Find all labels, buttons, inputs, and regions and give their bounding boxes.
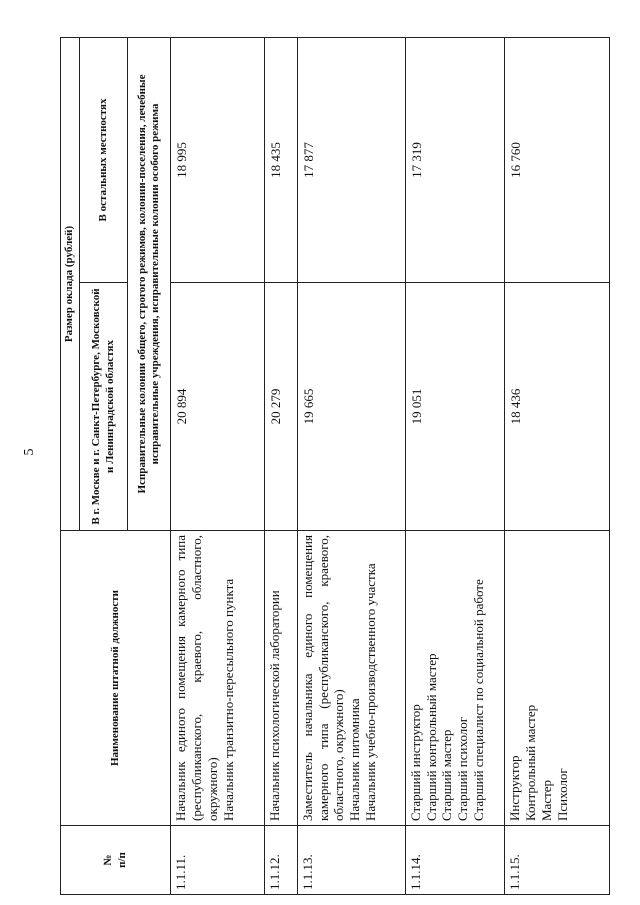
table-row	[505, 37, 610, 894]
position-name: Старший контрольный мастер	[423, 653, 439, 821]
table-row	[297, 37, 405, 894]
row-number: 1.1.15.	[505, 826, 610, 895]
row-number: 1.1.13.	[297, 826, 405, 895]
header-num-line2: п/п	[115, 852, 128, 868]
salary-moscow: 19 051	[405, 283, 505, 531]
position-names	[265, 531, 297, 826]
position-name: Психолог	[554, 768, 570, 821]
salary-moscow: 19 665	[297, 283, 405, 531]
table-body	[171, 37, 610, 894]
table-row	[171, 37, 265, 894]
position-names	[405, 531, 505, 826]
header-num-line1: №	[102, 854, 115, 866]
salary-moscow: 20 894	[171, 283, 265, 531]
salary-other: 17 319	[405, 37, 505, 282]
position-names	[505, 531, 610, 826]
position-names	[297, 531, 405, 826]
header-salary-size: Размер оклада (рублей)	[61, 37, 80, 530]
row-number: 1.1.14.	[405, 826, 505, 895]
page-number: 5	[22, 448, 37, 456]
position-name: Начальник учебно-производственного участка	[363, 563, 379, 821]
position-name: Старший инструктор	[407, 704, 423, 821]
header-num	[61, 826, 171, 895]
position-name: Инструктор	[507, 755, 523, 821]
position-names	[171, 531, 265, 826]
table-row	[405, 37, 505, 894]
position-name: Заместитель начальника единого помещения камерного типа (республиканского, краевого, областного, окружного)	[299, 535, 347, 821]
position-name: Мастер	[538, 779, 554, 821]
table-row	[265, 37, 297, 894]
salary-other: 16 760	[505, 37, 610, 282]
header-position-name: Наименование штатной должности	[61, 531, 171, 826]
row-number: 1.1.12.	[265, 826, 297, 895]
position-name: Начальник транзитно-пересыльного пункта	[220, 578, 236, 821]
header-region-moscow: В г. Москве и г. Санкт-Петербурге, Московской и Ленинградской областях	[80, 283, 128, 531]
row-number: 1.1.11.	[171, 826, 265, 895]
position-name: Контрольный мастер	[523, 704, 539, 821]
salary-other: 17 877	[297, 37, 405, 282]
salary-moscow: 18 436	[505, 283, 610, 531]
header-region-other: В остальных местностях	[80, 37, 128, 282]
position-name: Начальник питомника	[347, 698, 363, 821]
salary-other: 18 435	[265, 37, 297, 282]
position-name: Старший специалист по социальной работе	[471, 579, 487, 821]
position-name: Старший психолог	[455, 716, 471, 821]
position-name: Начальник психологической лаборатории	[267, 590, 283, 821]
salary-table	[60, 37, 610, 895]
position-name: Старший мастер	[439, 729, 455, 821]
header-institutions: Исправительные колонии общего, строгого режимов, колонии-поселения, лечебные исправительные учреждения, исправительные колонии особого режима	[128, 37, 171, 530]
salary-other: 18 995	[171, 37, 265, 282]
position-name: Начальник единого помещения камерного типа (республиканского, краевого, областного, окружного)	[173, 535, 220, 821]
salary-moscow: 20 279	[265, 283, 297, 531]
